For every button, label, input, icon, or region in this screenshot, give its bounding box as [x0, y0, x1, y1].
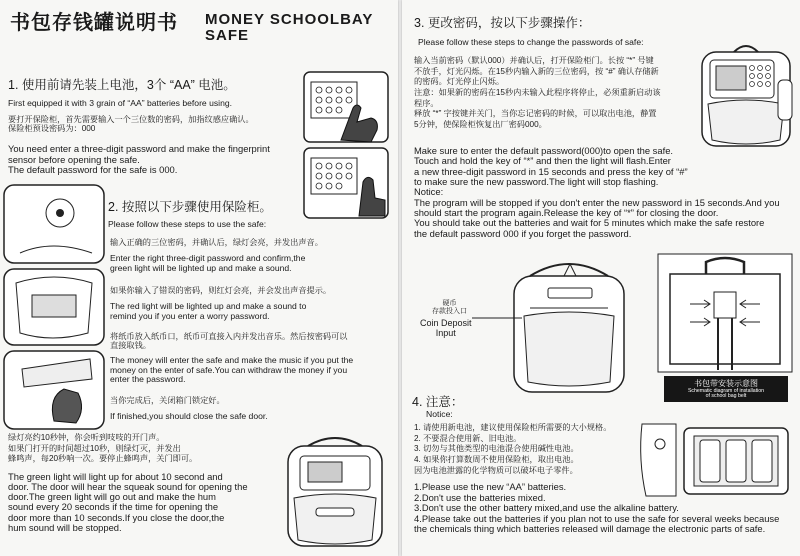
- belt-diagram-illustration: [656, 252, 794, 374]
- keypad-finger-illustration: [301, 70, 391, 220]
- bottom-cn: 绿灯亮约10秒钟，你会听到吱吱的开门声。 如果门打开的时间超过10秒，则绿灯灭，并发出 蜂鸣声，每20秒响一次。要停止蜂鸣声，关门即可。: [8, 433, 198, 463]
- coin-deposit-diagram: [510, 256, 628, 396]
- step1-en: First equipped it with 3 grain of “AA” batteries before using.: [8, 98, 233, 108]
- step1-heading: 1. 使用前请先装上电池，3个 “AA” 电池。: [8, 78, 236, 92]
- belt-caption-cn: 书包带安装示意图: [694, 379, 758, 388]
- backpack-safe-illustration: [278, 432, 392, 552]
- step4-heading: 4. 注意：: [412, 395, 464, 409]
- step1-en2: You need enter a three-digit password and make the fingerprint sensor before opening the safe. The default password for the safe is 000.: [8, 143, 270, 176]
- belt-caption-en: Schematic diagram of installation of school bag belt: [687, 388, 765, 400]
- title-en: MONEY SCHOOLBAY SAFE: [205, 11, 374, 44]
- left-page: [0, 0, 398, 556]
- step3-heading: 3. 更改密码，按以下步骤操作：: [414, 16, 591, 30]
- step2-en2: The red light will be lighted up and make a sound to remind you if you enter a worry password.: [110, 301, 307, 321]
- step2-cn4: 当你完成后，关闭箱门锁定好。: [110, 396, 225, 405]
- coin-label-en: Coin Deposit Input: [420, 318, 472, 339]
- step2-cn2: 如果你输入了错误的密码，则红灯会亮，并会发出声音提示。: [110, 286, 332, 295]
- coin-label-cn: 硬币 存款投入口: [432, 300, 467, 315]
- step4-cn: 1. 请使用新电池，建议使用保险柜所需要的大小规格。 2. 不要混合使用新、旧电池。 3. 切勿与其他类型的电池混合使用碱性电池。 4. 如果你打算数周不使用保险柜，取出电池。 因为电池泄露的化学物质可以破坏电子零件。: [414, 423, 612, 475]
- step3-intro: Please follow these steps to change the passwords of safe:: [418, 37, 644, 47]
- step3-en: Make sure to enter the default password(000)to open the safe. Touch and hold the key of “*” and then the light will flash.Enter a new three-digit password in 15 seconds and press the key of “#” to make sure the new password.The light will stop flashing. Notice: The program will be stopped if you don't enter the new password in 15 seconds.And you should start the program again.Release the key of “*” for closing the door. You should take out the batteries and wait for 5 minutes which make the safe restore the default password 000 if you forget the password.: [414, 145, 780, 239]
- safe-illustration: [2, 183, 106, 431]
- step2-intro: Please follow these steps to use the safe:: [108, 219, 267, 229]
- belt-caption: [664, 376, 788, 402]
- step2-en1: Enter the right three-digit password and confirm,the green light will be lighted up and make a sound.: [110, 253, 306, 273]
- step4-notice: Notice:: [426, 409, 453, 419]
- step2-cn3: 将纸币放入纸币口，纸币可直接入内并发出音乐。然后按密码可以 直接取钱。: [110, 332, 348, 351]
- title-cn: 书包存钱罐说明书: [10, 12, 178, 34]
- backpack-safe-top-illustration: [694, 40, 798, 148]
- step4-en: 1.Please use the new “AA” batteries. 2.Don't use the batteries mixed. 3.Don't use the other battery mixed,and use the alkaline battery. 4.Please take out the batteries if you plan not to use the safe for several weeks because the chemicals thing which batteries released will damage the electronic parts of safe.: [414, 481, 780, 535]
- step2-en4: If finished,you should close the safe door.: [110, 411, 268, 421]
- step3-cn: 输入当前密码（默认000）并确认后，打开保险柜门。长按 “*” 号键 不放手，灯光闪烁。在15秒内输入新的三位密码，按 “#” 确认存储新 的密码。灯光停止闪烁。 注意：如果新的密码在15秒内未输入此程序将停止，必须重新启动该 程序。 释放 “*” 字按键并关门，当你忘记密码的时候，可以取出电池，静置 5分钟，使保险柜恢复出厂密码000。: [414, 56, 661, 129]
- step2-cn1: 输入正确的三位密码，并确认后，绿灯会亮，并发出声音。: [110, 238, 323, 247]
- right-page: [402, 0, 800, 556]
- battery-compartment-illustration: [636, 420, 796, 500]
- step1-cn: 要打开保险柜，首先需要输入一个三位数的密码，加指纹感应确认。 保险柜预设密码为：000: [8, 115, 254, 134]
- coin-pointer: [472, 315, 522, 321]
- step2-en3: The money will enter the safe and make the music if you put the money on the enter of safe.You can withdraw the money if you enter the password.: [110, 355, 354, 385]
- bottom-en: The green light will light up for about 10 second and door. The door will hear the squeak sound for opening the door.The green light will go out and make the hum sound every 20 seconds if the time for opening the door more than 10 seconds.If you close the door,the hum sound will be stopped.: [8, 471, 248, 533]
- step2-heading: 2. 按照以下步骤使用保险柜。: [108, 200, 272, 214]
